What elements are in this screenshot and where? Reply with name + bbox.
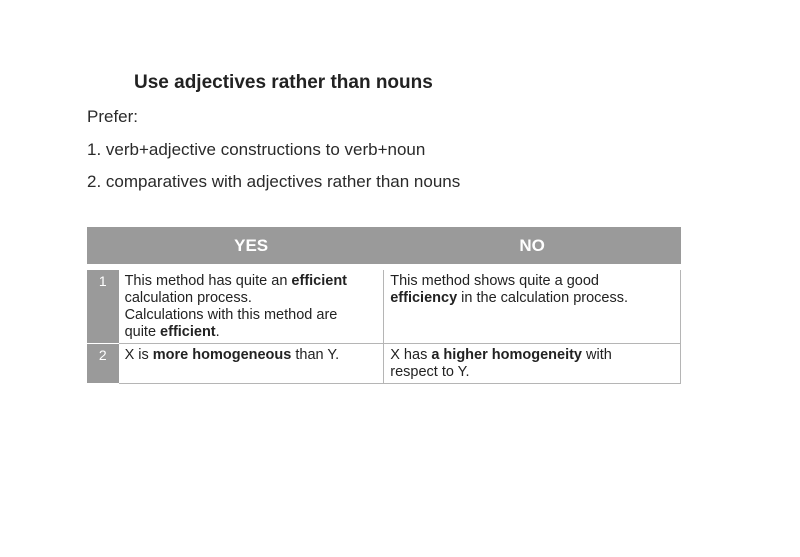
- emphasis-text: efficient: [291, 273, 348, 289]
- yes-cell-line: [125, 324, 378, 341]
- no-column-header: NO: [384, 227, 681, 264]
- no-cell-line: [390, 290, 674, 307]
- text-run: X has: [390, 347, 432, 363]
- text-run: in the calculation process.: [457, 290, 629, 306]
- emphasis-text: a higher homogeneity: [431, 347, 583, 363]
- no-cell: [384, 344, 681, 384]
- text-run: .: [215, 324, 220, 340]
- emphasis-text: efficient: [160, 324, 216, 340]
- table-header-row: [87, 227, 681, 264]
- text-run: with: [582, 347, 612, 363]
- table-row: [87, 344, 681, 384]
- yes-column-header: YES: [119, 227, 384, 264]
- prefer-label: Prefer:: [87, 107, 139, 126]
- row-number: 1: [87, 270, 119, 344]
- no-cell: [384, 270, 681, 344]
- number-column-header: [87, 227, 119, 264]
- no-cell-line: [390, 347, 674, 364]
- yes-cell-line: [125, 347, 378, 364]
- text-run: than Y.: [291, 347, 340, 363]
- yes-cell: [119, 344, 384, 384]
- yes-cell-line: calculation process.: [124, 290, 252, 306]
- rule-item-1: 1. verb+adjective constructions to verb+noun: [87, 140, 426, 159]
- no-cell-line: This method shows quite a good: [390, 273, 599, 289]
- text-run: X is: [124, 347, 153, 363]
- yes-cell-line: Calculations with this method are: [124, 307, 338, 323]
- text-run: This method has quite an: [124, 273, 292, 289]
- table-row: [87, 270, 681, 344]
- yes-cell-line: [125, 273, 378, 290]
- emphasis-text: efficiency: [390, 290, 458, 306]
- no-cell-line: respect to Y.: [390, 364, 470, 380]
- rule-item-2: 2. comparatives with adjectives rather than nouns: [87, 172, 461, 191]
- page-title: Use adjectives rather than nouns: [134, 72, 433, 93]
- emphasis-text: more homogeneous: [152, 347, 292, 363]
- yes-cell: [119, 270, 384, 344]
- row-number: 2: [87, 344, 119, 384]
- comparison-table: [87, 227, 681, 384]
- text-run: quite: [124, 324, 161, 340]
